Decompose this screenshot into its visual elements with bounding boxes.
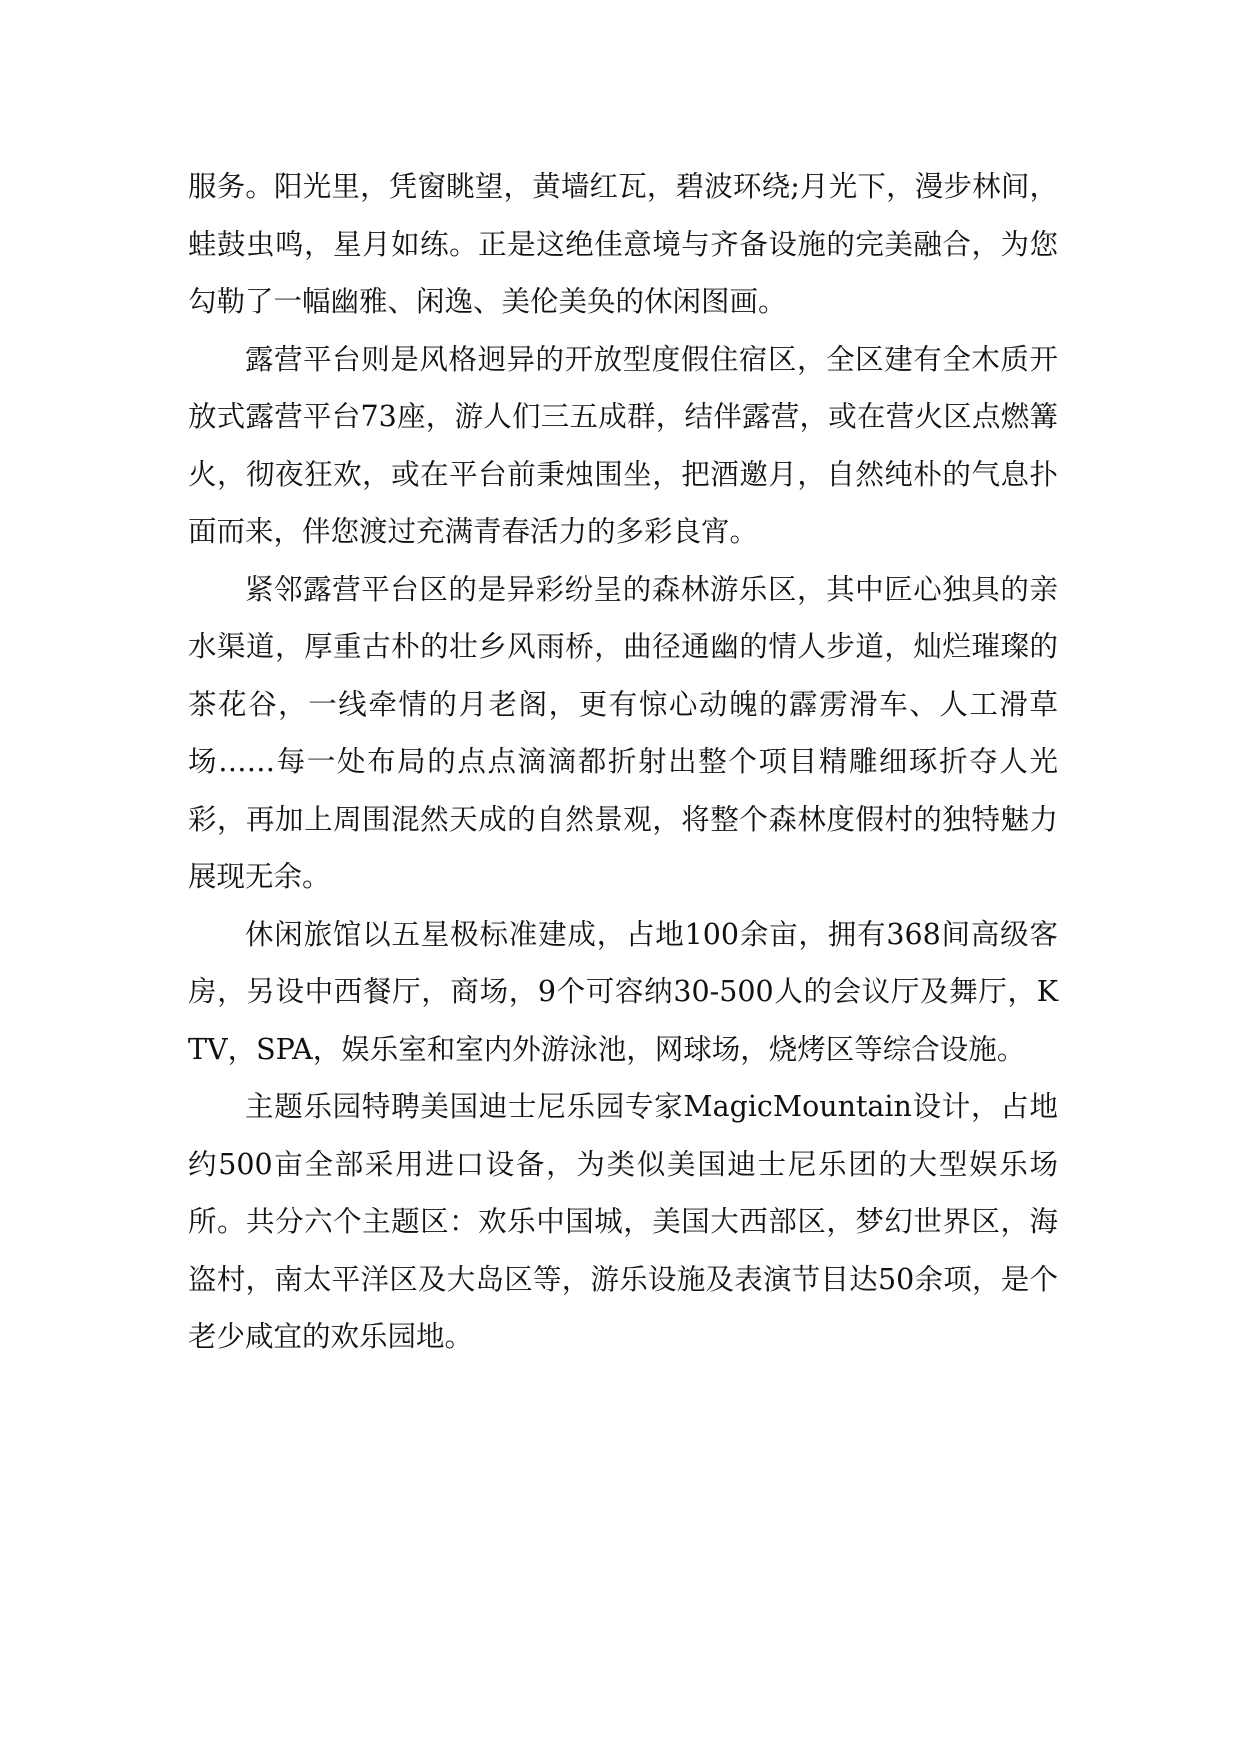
paragraph: 紧邻露营平台区的是异彩纷呈的森林游乐区，其中匠心独具的亲水渠道，厚重古朴的壮乡风雨桥，曲径通幽的情人步道，灿烂璀璨的茶花谷，一线牵情的月老阁，更有惊心动魄的霹雳滑车、人工滑草场……每一处布局的点点滴滴都折射出整个项目精雕细琢折夺人光彩，再加上周围混然天成的自然景观，将整个森林度假村的独特魅力展现无余。 (188, 572, 1058, 893)
paragraph: 休闲旅馆以五星极标准建成，占地100余亩，拥有368间高级客房，另设中西餐厅，商场，9个可容纳30-500人的会议厅及舞厅，KTV，SPA，娱乐室和室内外游泳池，网球场，烧烤区等综合设施。 (188, 917, 1058, 1066)
paragraph: 服务。阳光里，凭窗眺望，黄墙红瓦，碧波环绕;月光下，漫步林间，蛙鼓虫鸣，星月如练。正是这绝佳意境与齐备设施的完美融合，为您勾勒了一幅幽雅、闲逸、美伦美奂的休闲图画。 (188, 170, 1058, 318)
paragraph: 露营平台则是风格迥异的开放型度假住宿区，全区建有全木质开放式露营平台73座，游人们三五成群，结伴露营，或在营火区点燃篝火，彻夜狂欢，或在平台前秉烛围坐，把酒邀月，自然纯朴的气息扑面而来，伴您渡过充满青春活力的多彩良宵。 (188, 342, 1058, 548)
document-body (188, 158, 1058, 1366)
paragraph: 主题乐园特聘美国迪士尼乐园专家MagicMountain设计，占地约500亩全部采用进口设备，为类似美国迪士尼乐团的大型娱乐场所。共分六个主题区：欢乐中国城，美国大西部区，梦幻世界区，海盗村，南太平洋区及大岛区等，游乐设施及表演节目达50余项，是个老少咸宜的欢乐园地。 (188, 1090, 1058, 1353)
